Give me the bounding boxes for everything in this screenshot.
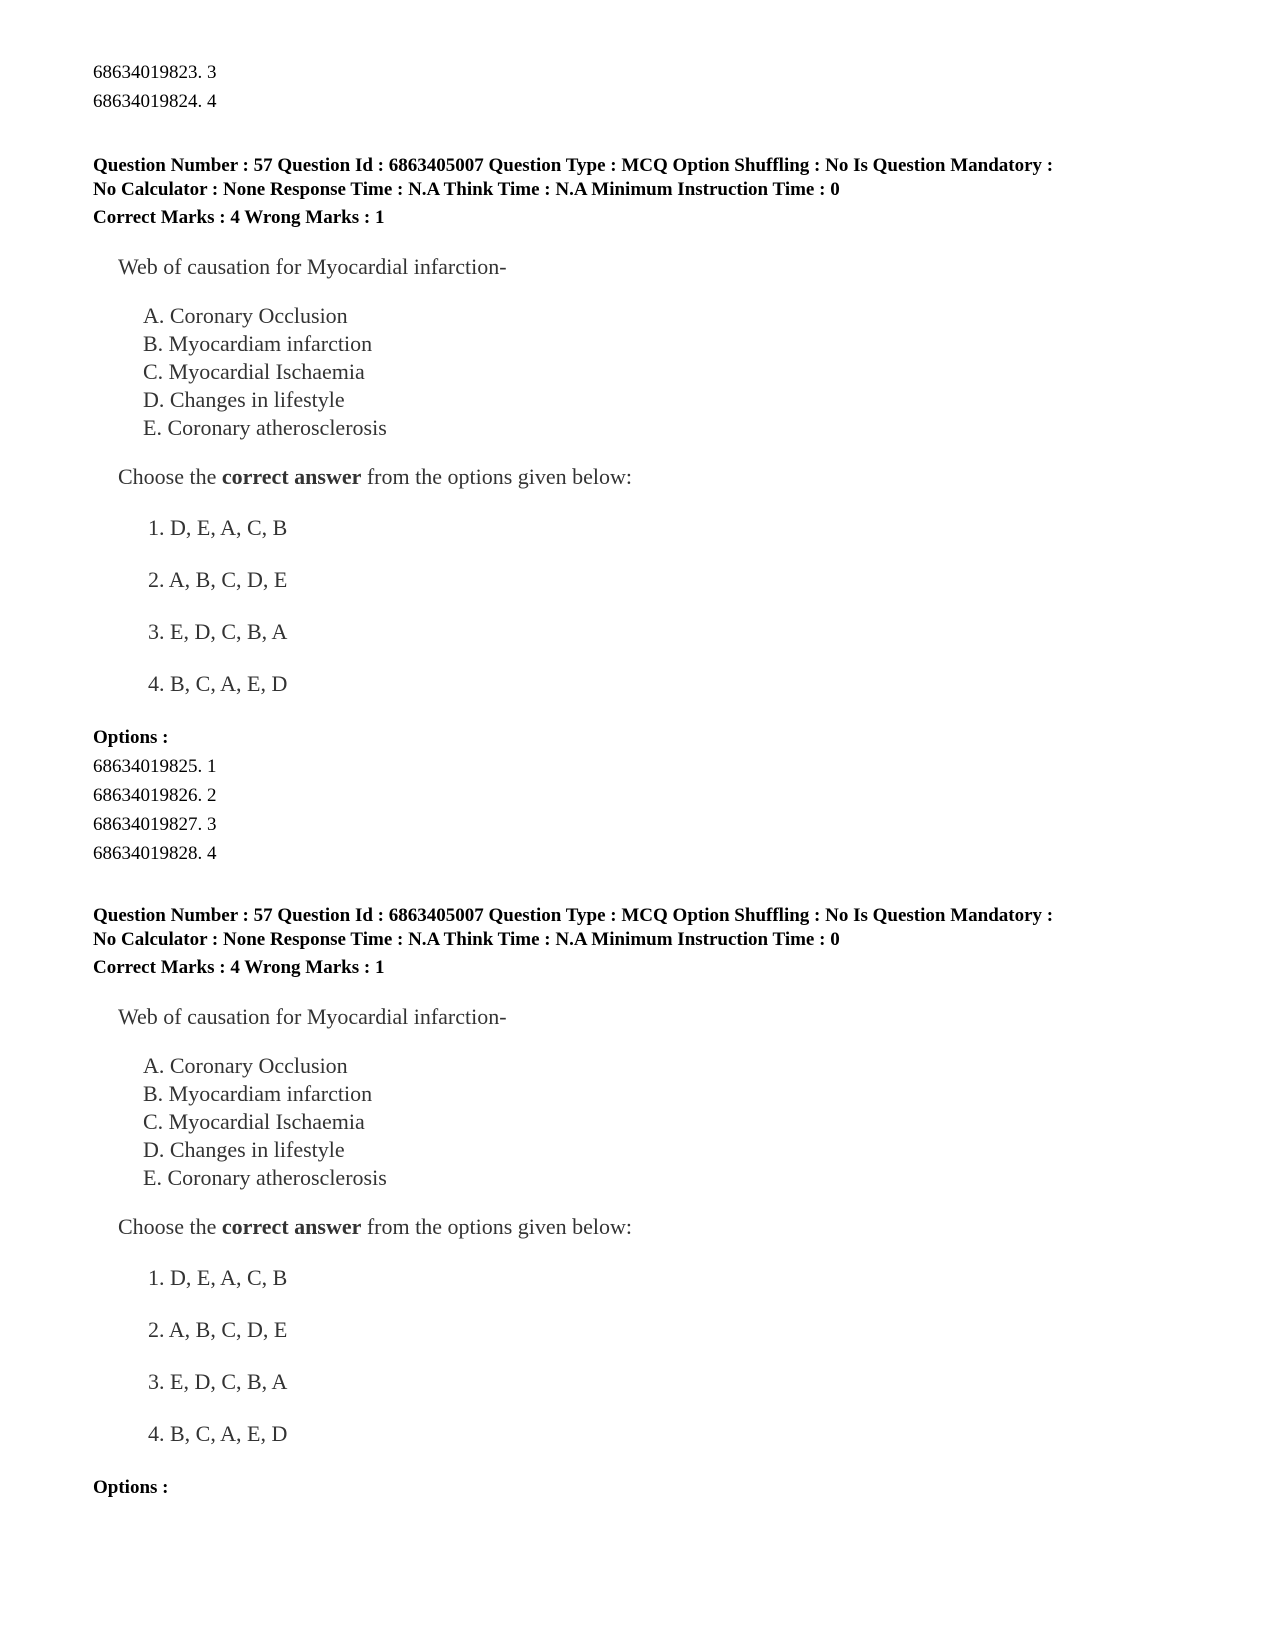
answer-choice: 4. B, C, A, E, D [148,671,288,696]
instruction-pre: Choose the [118,1214,222,1239]
instruction-line [118,462,1193,492]
answer-choice: 1. D, E, A, C, B [148,515,288,540]
question-header-line2: No Calculator : None Response Time : N.A Think Time : N.A Minimum Instruction Time : 0 [93,929,840,950]
question-header-line1: Question Number : 57 Question Id : 6863405007 Question Type : MCQ Option Shuffling : No Is Question Mandatory : [93,155,1054,176]
statement-item: B. Myocardiam infarction [143,331,373,356]
answer-choice: 3. E, D, C, B, A [148,1369,288,1394]
question-header-line2: No Calculator : None Response Time : N.A Think Time : N.A Minimum Instruction Time : 0 [93,179,840,200]
statement-item: A. Coronary Occlusion [143,303,348,328]
marks-line: Correct Marks : 4 Wrong Marks : 1 [93,957,385,978]
instruction-bold: correct answer [221,1214,362,1239]
statement-item: A. Coronary Occlusion [143,1053,348,1078]
option-line: 68634019823. 3 [93,62,217,83]
answer-choice: 2. A, B, C, D, E [148,1317,288,1342]
options-title: Options : [93,1477,169,1498]
statement-list [143,302,1193,442]
statement-list [143,1052,1193,1192]
statement-item: E. Coronary atherosclerosis [143,415,387,440]
question-block [93,904,1193,1502]
statement-item: B. Myocardiam infarction [143,1081,373,1106]
question-image [118,1002,1193,1449]
statement-item: D. Changes in lifestyle [143,387,345,412]
instruction-bold: correct answer [221,464,362,489]
question-stem: Web of causation for Myocardial infarction- [118,254,507,279]
question-header-line1: Question Number : 57 Question Id : 6863405007 Question Type : MCQ Option Shuffling : No Is Question Mandatory : [93,905,1054,926]
option-line: 68634019824. 4 [93,91,217,112]
options-title: Options : [93,727,169,748]
answer-choices [148,513,1193,699]
option-line: 68634019827. 3 [93,814,217,835]
answer-choice: 4. B, C, A, E, D [148,1421,288,1446]
option-line: 68634019825. 1 [93,756,217,777]
instruction-line [118,1212,1193,1242]
document-page [93,58,1193,1502]
statement-item: C. Myocardial Ischaemia [143,1109,365,1134]
question-stem: Web of causation for Myocardial infarction- [118,1004,507,1029]
answer-choices [148,1263,1193,1449]
marks-line: Correct Marks : 4 Wrong Marks : 1 [93,207,385,228]
answer-choice: 3. E, D, C, B, A [148,619,288,644]
statement-item: D. Changes in lifestyle [143,1137,345,1162]
instruction-post: from the options given below: [361,464,633,489]
statement-item: E. Coronary atherosclerosis [143,1165,387,1190]
option-line: 68634019826. 2 [93,785,217,806]
instruction-pre: Choose the [118,464,222,489]
question-image [118,252,1193,699]
answer-choice: 2. A, B, C, D, E [148,567,288,592]
answer-choice: 1. D, E, A, C, B [148,1265,288,1290]
statement-item: C. Myocardial Ischaemia [143,359,365,384]
option-line: 68634019828. 4 [93,843,217,864]
instruction-post: from the options given below: [361,1214,633,1239]
question-block [93,154,1193,868]
